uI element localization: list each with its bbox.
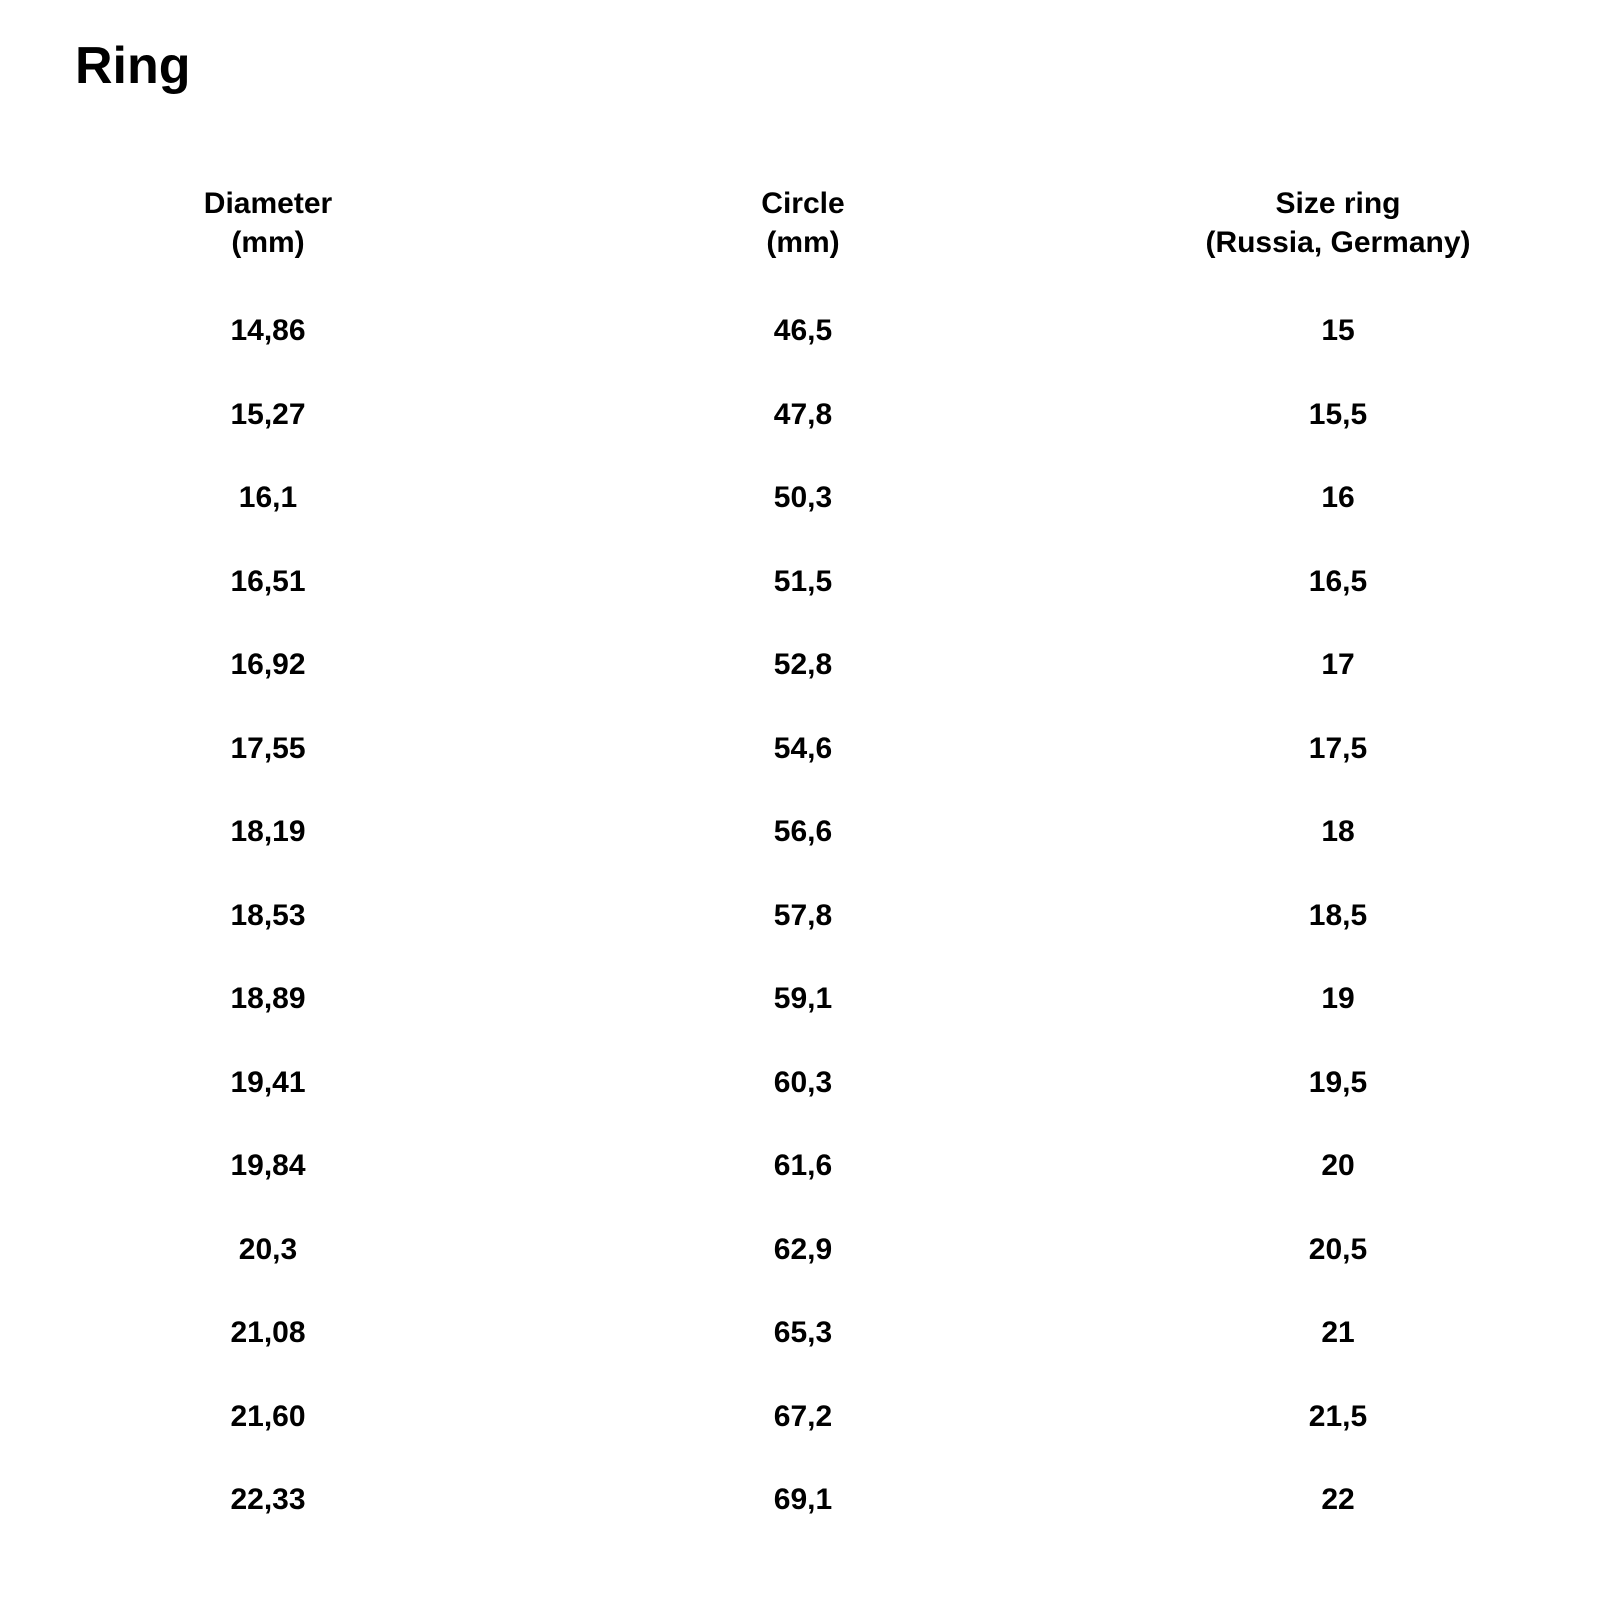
- circle-cell: 57,8: [773, 898, 833, 932]
- table-row: [0, 313, 1600, 397]
- header-diameter: [18, 184, 518, 262]
- page-title: Ring: [75, 37, 191, 95]
- table-row: [0, 1482, 1600, 1566]
- diameter-cell: 15,27: [230, 397, 306, 431]
- circle-cell: 61,6: [773, 1149, 833, 1182]
- size-cell: 20,5: [1308, 1232, 1368, 1266]
- header-diameter-label: Diameter: [203, 187, 333, 220]
- circle-cell: 52,8: [773, 648, 833, 681]
- circle-cell: 62,9: [773, 1232, 833, 1266]
- table-row: [0, 1315, 1600, 1399]
- size-cell: 17: [1321, 648, 1355, 681]
- table-row: [0, 898, 1600, 982]
- circle-cell: 60,3: [773, 1065, 833, 1099]
- size-cell: 15: [1321, 314, 1355, 347]
- diameter-cell: 16,51: [230, 564, 306, 598]
- diameter-cell: 20,3: [238, 1232, 298, 1266]
- size-cell: 16: [1321, 481, 1355, 514]
- circle-cell: 56,6: [773, 815, 833, 848]
- table-row: [0, 480, 1600, 564]
- header-circle: [553, 184, 1053, 262]
- table-row: [0, 564, 1600, 648]
- table-row: [0, 647, 1600, 731]
- header-diameter-unit: (mm): [231, 226, 305, 259]
- diameter-cell: 19,41: [230, 1065, 306, 1099]
- diameter-cell: 14,86: [230, 314, 306, 347]
- size-cell: 18: [1321, 815, 1355, 848]
- size-cell: 21: [1321, 1316, 1355, 1349]
- circle-cell: 46,5: [773, 314, 833, 347]
- header-circle-label: Circle: [761, 187, 845, 220]
- diameter-cell: 16,92: [230, 648, 306, 681]
- table-row: [0, 1399, 1600, 1483]
- header-size-ring-region: (Russia, Germany): [1205, 226, 1471, 259]
- circle-cell: 51,5: [773, 564, 833, 598]
- circle-cell: 67,2: [773, 1399, 833, 1433]
- table-row: [0, 814, 1600, 898]
- table-row: [0, 1148, 1600, 1232]
- size-cell: 21,5: [1308, 1399, 1368, 1433]
- size-cell: 19,5: [1308, 1065, 1368, 1099]
- diameter-cell: 18,89: [230, 982, 306, 1015]
- circle-cell: 54,6: [773, 731, 833, 765]
- size-cell: 22: [1321, 1483, 1355, 1516]
- diameter-cell: 19,84: [230, 1149, 306, 1182]
- circle-cell: 59,1: [773, 982, 833, 1015]
- size-table-body: [0, 313, 1600, 1566]
- circle-cell: 47,8: [773, 397, 833, 431]
- table-row: [0, 397, 1600, 481]
- circle-cell: 50,3: [773, 481, 833, 514]
- size-cell: 15,5: [1308, 397, 1368, 431]
- diameter-cell: 16,1: [238, 481, 298, 514]
- header-circle-unit: (mm): [766, 226, 840, 259]
- diameter-cell: 18,53: [230, 898, 306, 932]
- circle-cell: 69,1: [773, 1483, 833, 1516]
- table-header: [0, 184, 1600, 264]
- size-cell: 18,5: [1308, 898, 1368, 932]
- size-cell: 20: [1321, 1149, 1355, 1182]
- header-size-ring: [1088, 184, 1588, 262]
- size-cell: 17,5: [1308, 731, 1368, 765]
- diameter-cell: 17,55: [230, 731, 306, 765]
- size-cell: 16,5: [1308, 564, 1368, 598]
- table-row: [0, 731, 1600, 815]
- table-row: [0, 1232, 1600, 1316]
- circle-cell: 65,3: [773, 1316, 833, 1349]
- size-cell: 19: [1321, 982, 1355, 1015]
- table-row: [0, 1065, 1600, 1149]
- header-size-ring-label: Size ring: [1275, 187, 1401, 220]
- diameter-cell: 21,60: [230, 1399, 306, 1433]
- diameter-cell: 22,33: [230, 1483, 306, 1516]
- diameter-cell: 18,19: [230, 815, 306, 848]
- diameter-cell: 21,08: [230, 1316, 306, 1349]
- table-row: [0, 981, 1600, 1065]
